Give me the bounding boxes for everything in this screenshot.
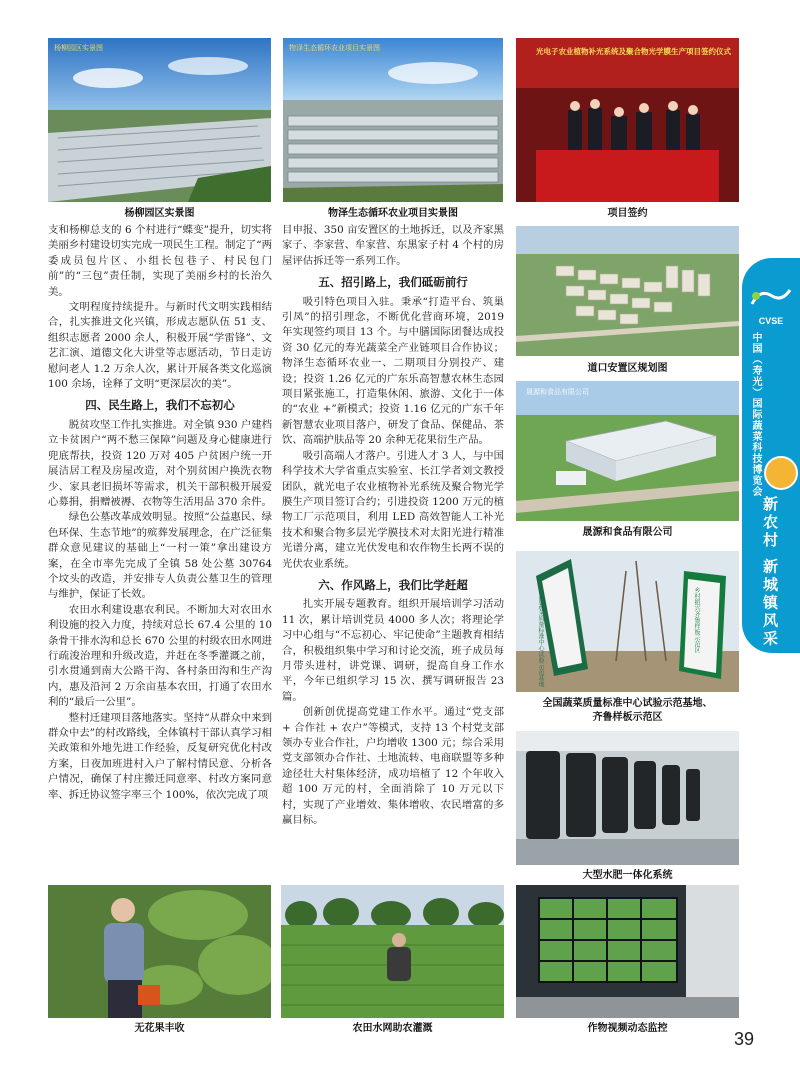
paragraph: 创新创优提高党建工作水平。通过“党支部 + 合作社 + 农户”等模式，支持 13 个村党支部领办专业合作社，户均增收 1300 元；综合采用党支部领办合作社、土地流转、电商联盟等多种途径壮大村集体经济，成功培植了 12 个年收入超 100 万元的村，全面消除了 10 万元以下村，实现了产业增效、集体增收、农民增富的多赢目标。: [282, 706, 504, 827]
yangliu-park-image: [48, 38, 271, 202]
paragraph: 吸引特色项目入驻。秉承“打造平台、筑巢引凤”的招引理念，不断优化营商环境，2019 年实现签约项目 13 个。与中膳国际团餐达成投资 30 亿元的寿光蔬菜全产业链项目合作协议；物泽生态循环农业一、二期项目分别投产、建设；投资 1.26 亿元的广东乐高智慧农林生态园项目紧张施工，打造集休闲、旅游、文化于一体的“农业 +”新模式；投资 1.16 亿元的广东千年新智慧农业项目落户，研发了食品、保健品、茶饮、高端护肤品等 20 余种无花果衍生产品。: [282, 295, 504, 447]
base-sign-2: 乡村振兴齐鲁样板示范区: [693, 587, 700, 653]
shengyuan-sign: 晟源和食品有限公司: [526, 388, 589, 396]
daokou-plan-image: [516, 226, 739, 356]
shengyuan-company-image: [516, 381, 739, 521]
photo-vegetable-base: [516, 551, 739, 692]
cvse-logo-text: CVSE: [758, 316, 784, 326]
photo-tag: 杨柳园区实景图: [54, 44, 103, 52]
cvse-logo: [742, 286, 800, 326]
article-column-1: [48, 223, 272, 879]
wuze-project-image: [283, 38, 503, 202]
photo-daokou-plan: [516, 226, 739, 356]
caption-farmland-irrigation: 农田水网助农灌溉: [352, 1023, 433, 1034]
photo-tag: 物泽生态循环农业项目实景图: [289, 44, 380, 52]
caption-vegetable-base-1: 全国蔬菜质量标准中心试验示范基地、: [542, 698, 713, 709]
farmland-irrigation-image: [281, 885, 504, 1018]
caption-shengyuan-company: 晟源和食品有限公司: [582, 527, 673, 538]
photo-crop-monitoring: [516, 885, 739, 1018]
caption-project-signing: 项目签约: [607, 208, 648, 219]
vegetable-base-image: [516, 551, 739, 692]
paragraph: 脱贫攻坚工作扎实推进。对全镇 930 户建档立卡贫困户“两不愁三保障”问题及身心健康进行兜底帮扶，投资 120 万对 405 户贫困户统一开展洁居工程及房屋改造，对个别贫困户换洗衣物少、家具老旧损坏等需求，机关干部积极开展爱心募捐，捐赠被褥、衣物等生活用品 370 余件。: [48, 418, 272, 508]
page-number: 39: [733, 1029, 754, 1049]
signing-banner: 光电子农业植物补光系统及聚合物光学膜生产项目签约仪式: [536, 47, 731, 56]
paragraph: 农田水利建设惠农利民。不断加大对农田水利设施的投入力度，持续对总长 67.4 公里的 10 条骨干排水沟和总长 670 公里的村级农田水网进行疏浚治理和升级改造，并赶在冬季灌溉之前，引水贯通到南大公路干沟、各村条田沟和生产沟内，惠及沿河 2 万余亩基本农田，打通了农田水利的“最后一公里”。: [48, 603, 272, 709]
paragraph: 支和杨柳总支的 6 个村进行“蝶变”提升，切实将美丽乡村建设切实完成一项民生工程。制定了“两委成员包片区、小组长包巷子、村民包门前”的“三包”责任制，实现了美丽乡村的长治久美。: [48, 224, 272, 298]
paragraph: 整村迁建项目落地落实。坚持“从群众中来到群众中去”的村改路线，全体镇村干部认真学习相关政策和外地先进工作经验，反复研究优化村改方案，日夜加班进村入户了解村情民意、分析各户情况，确保了村庄搬迁同意率、村改方案同意率、拆迁协议签字率三个 100%，依次完成了项: [48, 711, 272, 801]
crop-monitoring-image: [516, 885, 739, 1018]
mascot-icon: [764, 456, 798, 490]
section-heading: 六、作风路上，我们比学赶超: [318, 577, 468, 592]
caption-wuze-project: 物泽生态循环农业项目实景图: [328, 208, 458, 219]
cvse-logo-icon: [746, 286, 796, 312]
photo-farmland-irrigation: [281, 885, 504, 1018]
caption-yangliu-park: 杨柳园区实景图: [124, 208, 195, 219]
project-signing-image: [516, 38, 739, 202]
fig-harvest-image: [48, 885, 271, 1018]
paragraph: 绿色公墓改革成效明显。按照“公益惠民、绿色环保、生态节地”的殡葬发展理念，在广泛征集群众意见建议的基础上“一村一策”拿出建设方案，在全市率先完成了全镇 58 处公墓 30764 个坟头的改造，并安排专人负责公墓卫生的管理与维护，保证了长效。: [48, 511, 272, 601]
photo-fig-harvest: [48, 885, 271, 1018]
caption-crop-monitoring: 作物视频动态监控: [587, 1023, 668, 1034]
section-heading: 五、招引路上，我们砥砺前行: [318, 275, 468, 290]
photo-yangliu-park: [48, 38, 271, 202]
section-side-tab: [742, 258, 800, 653]
paragraph: 扎实开展专题教育。组织开展培训学习活动 11 次，累计培训党员 4000 多人次；将理论学习中心组与“不忘初心、牢记使命”主题教育相结合，积极组织集中学习和讨论交流，班子成员每月带头进村，讲党课、调研，提高自身工作水平，今年已组织学习 15 次、撰写调研报告 23 篇。: [282, 598, 504, 703]
paragraph: 文明程度持续提升。与新时代文明实践相结合，扎实推进文化兴镇，形成志愿队伍 51 支、组织志愿者 2000 余人，积极开展“学雷锋”、文艺汇演、道德文化大讲堂等志愿活动，节日走访慰问老人 1.2 万余人次，累计开展各类文化巡演 100 余场，诠释了文明“更深层次的美”。: [48, 301, 272, 391]
caption-daokou-plan: 道口安置区规划图: [587, 363, 668, 374]
sidebar-org: 中国（寿光）国际蔬菜科技博览会: [750, 332, 761, 497]
fertigation-system-image: [516, 731, 739, 865]
photo-fertigation-system: [516, 731, 739, 865]
article-column-2: [282, 223, 504, 879]
section-heading: 四、民生路上，我们不忘初心: [85, 398, 235, 413]
caption-fertigation-system: 大型水肥一体化系统: [582, 870, 673, 881]
caption-fig-harvest: 无花果丰收: [134, 1023, 185, 1034]
photo-shengyuan-company: [516, 381, 739, 521]
base-sign-1: 全国蔬菜质量标准中心试验示范基地: [537, 591, 544, 687]
photo-wuze-project: [283, 38, 503, 202]
caption-vegetable-base-2: 齐鲁样板示范区: [592, 712, 663, 723]
paragraph: 目申报、350 亩安置区的土地拆迁，以及齐家黑家子、李家营、牟家营、东黑家子村 4 个村的房屋评估拆迁等一系列工作。: [282, 224, 504, 267]
photo-project-signing: [516, 38, 739, 202]
sidebar-title: 新农村 新城镇风采: [761, 496, 779, 649]
paragraph: 吸引高端人才落户。引进人才 3 人，与中国科学技术大学省重点实验室、长江学者刘文教授团队，就光电子农业植物补光系统及聚合物光学膜生产项目签订合约；引进投资 1200 万元的植物工厂示范项目，利用 LED 高效智能人工补光技术和聚合物多层光学膜技术对太阳光进行精准光谱分离，建立光伏发电和农作物生长两不误的光伏农业系统。: [282, 449, 504, 570]
